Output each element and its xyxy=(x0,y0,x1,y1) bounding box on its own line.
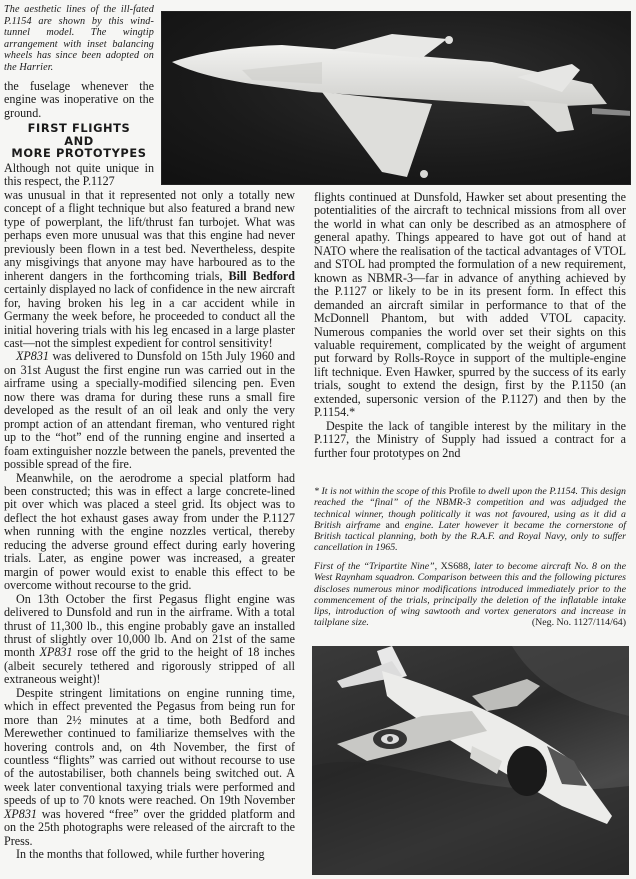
heading-line-3: MORE PROTOTYPES xyxy=(11,146,147,161)
footnote: * It is not within the scope of this Profile to dwell upon the P.1154. This design reached the “final” of the NBMR-3 competition and was adjudged the technical winner, though politically it was not favoured, using as it did a British airframe and engine. Later however it became the cornerstone of British tactical planning, both by the R.A.F. and Royal Navy, only to suffer cancellation in 1965. xyxy=(314,486,627,554)
paragraph-8: Despite the lack of tangible interest by the military in the P.1127, the Ministry of Supply had issued a contract for a further four prototypes on 2nd xyxy=(314,418,626,460)
wind-tunnel-model-photo xyxy=(161,11,631,185)
aircraft-model-illustration xyxy=(162,12,631,185)
paragraph-1: was unusual in that it represented not only a totally new concept of a flight technique but also featured a brand new type of powerplant, the lift/thrust fan turbojet. What was perhaps even more unusual was that this engine had never previously been flown in a test bed. Nevertheless, despite any misgivings that anyone may have harboured as to the inherent dangers in the forthcoming trials, Bill Bedford certainly displayed no lack of confidence in the new aircraft for, having broken his leg in a car accident while in Germany the week before, he proceeded to conduct all the initial hovering trials with his leg encased in a large plaster cast—not the simplest expedient for control sensitivity! xyxy=(4,188,296,350)
serial-xp831: XP831 xyxy=(39,645,73,660)
continuation-text: the fuselage whenever the engine was inoperative on the ground. xyxy=(4,79,154,120)
footnote-profile: Profile xyxy=(448,486,476,497)
paragraph-2: XP831 was delivered to Dunsfold on 15th July 1960 and on 31st August the first engine run was carried out in the airframe using a specially-modified silencing pen. Even now there was drama for during these runs a small fire developed as the result of an oil leak and only the very prompt action of an attendant fireman, who ventured right up to the “hot” end of the running engine and inserted a foam extinguisher nozzle between the panels, prevented the possible spread of the fire. xyxy=(4,349,295,472)
kestrel-in-flight-photo xyxy=(312,646,629,875)
serial-xp831: XP831 xyxy=(16,349,49,364)
section-heading xyxy=(4,122,154,160)
intro-text: Although not quite unique in this respect, the P.1127 xyxy=(4,161,154,189)
heading-line-2: AND xyxy=(64,133,94,148)
top-photo-caption: The aesthetic lines of the ill-fated P.1154 are shown by this wind-tunnel model. The wingtip arrangement with inset balancing wheels has since been adopted on the Harrier. xyxy=(4,4,154,73)
paragraph-7: flights continued at Dunsfold, Hawker set about presenting the potentialities of the aircraft to technical missions from all over the world in what can only be described as an atmosphere of general apathy. Things appeared to have got out of hand at NATO where the realisation of the tactical advantages of VTOL and STOL had prompted the formulation of a new requirement, known as NBMR-3—far in advance of anything achieved by the P.1127 or likely to be in its present form. In effect this demanded an aircraft similar in performance to that of the McDonnell Phantom, but with added VTOL capacity. Numerous companies the world over set their sights on this valuable requirement, complicated by the weight of argument put forward by Rolls-Royce in support of the multiple-engine lift technique. Even Hawker, spurred by the success of its early trials, sought to extend the design, first by the P.1150 (an extended, supersonic version of the P.1127) and then by the P.1154.* xyxy=(314,190,626,420)
pilot-name: Bill Bedford xyxy=(228,268,296,283)
right-main-column xyxy=(314,191,626,460)
serial-xp831: XP831 xyxy=(4,806,37,821)
aircraft-flight-illustration xyxy=(312,646,629,875)
paragraph-4: On 13th October the first Pegasus flight engine was delivered to Dunsfold and run in the airframe. With a total thrust of 11,300 lb., this engine probably gave an installed thrust of slightly over 10,000 lb. And on 21st of the same month XP831 rose off the grid to the height of 18 inches (albeit securely tethered and rigorously stripped of all extraneous weight)! xyxy=(4,591,296,687)
left-main-column xyxy=(4,189,295,862)
paragraph-5: Despite stringent limitations on engine running time, which in effect prevented the Pegasus from being run for more than 2½ minutes at a time, both Bedford and Merewether continued to familiarize themselves with the hovering controls and, on 4th November, the first of countless “flights” was carried out without recourse to use of the autostabiliser, both channels being switched out. A week later conventional taxying trials were performed and speeds of up to 70 knots were reached. On 19th November XP831 was hovered “free” over the gridded platform and on the 25th photographs were released of the aircraft to the Press. xyxy=(4,685,295,848)
paragraph-6: In the months that followed, while further hovering xyxy=(16,847,265,862)
paragraph-3: Meanwhile, on the aerodrome a special platform had been constructed; this was in effect a large concrete-lined pit over which was placed a steel grid. Its object was to deflect the hot exhaust gases away from under the P.1127 when running with the engine nozzles vertical, thereby reducing the adverse ground effect during early hovering trials. Later, as engine power was increased, a greater margin of power would exist to enable this effect to be overcome without recourse to the grid. xyxy=(4,470,295,593)
heading-line-1: FIRST FLIGHTS xyxy=(27,121,131,135)
bottom-photo-caption: First of the “Tripartite Nine”, XS688, later to become aircraft No. 8 on the West Raynham squadron. Comparison between this and the following pictures discloses numerous minor modifications introduced immediately prior to the commencement of the trials, principally the deletion of the inflatable intake lips, introduction of wing sawtooth and vortex generators and increase in tailplane size. (Neg. No. 1127/114/64) xyxy=(314,561,627,629)
negative-number: (Neg. No. 1127/114/64) xyxy=(531,617,626,629)
serial-xs688: XS688 xyxy=(440,561,469,572)
